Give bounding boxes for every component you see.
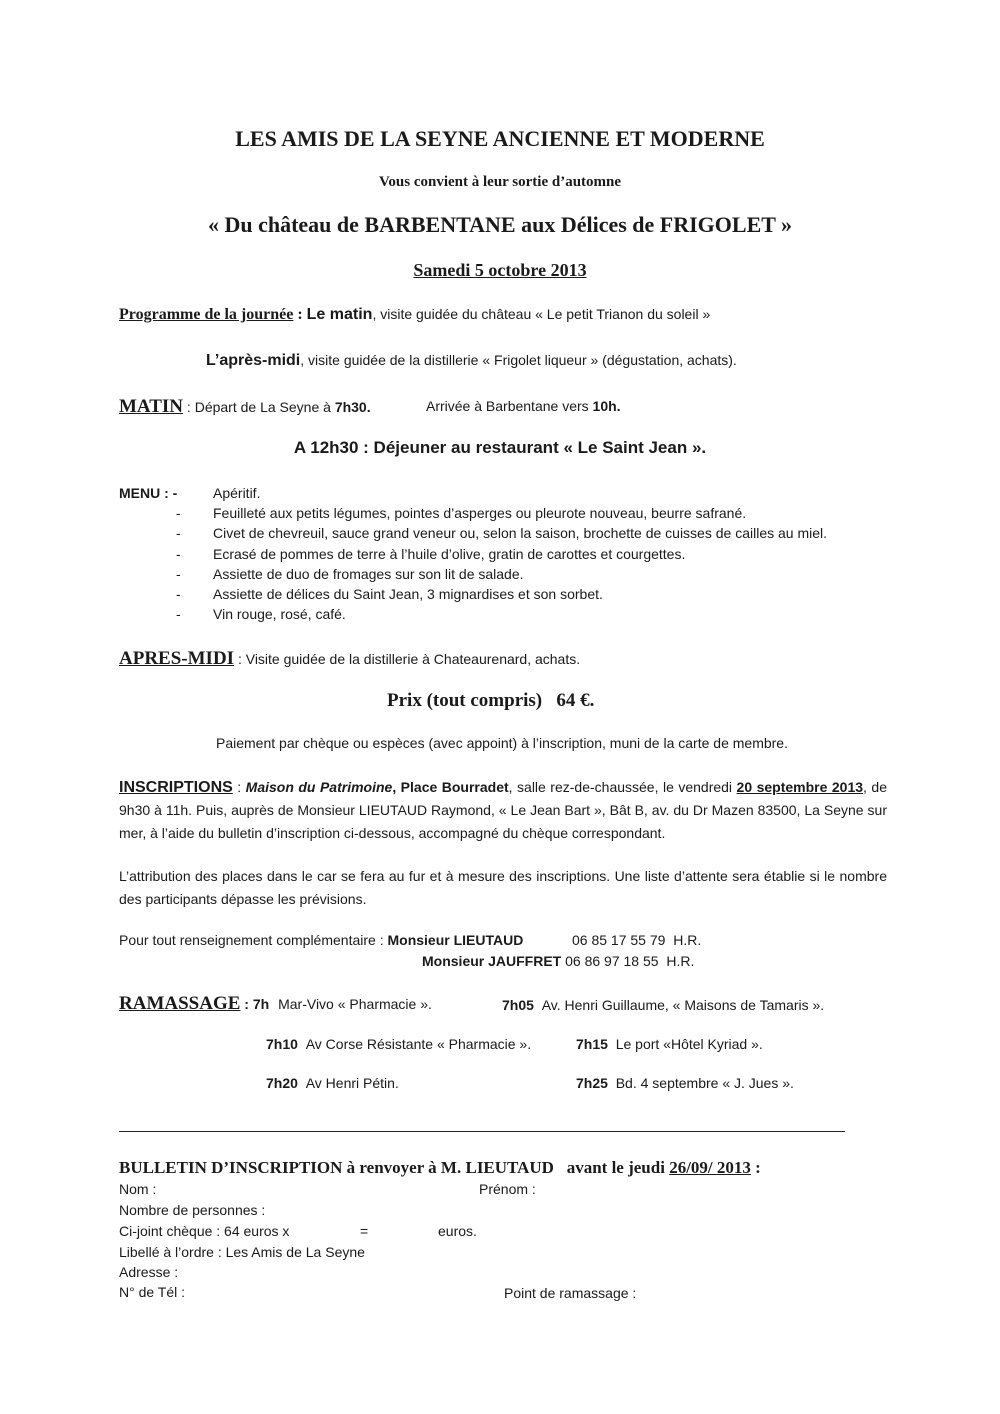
separator-line xyxy=(119,1131,845,1132)
apres-midi-line xyxy=(119,648,580,670)
pickup-stop xyxy=(576,1075,794,1091)
contact-2-name: Monsieur JAUFFRET xyxy=(422,953,562,969)
stop-time: 7h15 xyxy=(576,1036,608,1052)
menu-item: - Feuilleté aux petits légumes, pointes d’asperges ou pleurote nouveau, beurre safrané. xyxy=(176,505,747,521)
ramassage-line-1: RAMASSAGE : 7h Mar-Vivo « Pharmacie ». xyxy=(119,993,432,1014)
event-date: Samedi 5 octobre 2013 xyxy=(413,260,587,280)
afternoon-label: L’après-midi xyxy=(206,352,301,369)
price-line xyxy=(387,690,594,712)
ramassage-label: RAMASSAGE xyxy=(119,993,241,1014)
inscriptions-label: INSCRIPTIONS xyxy=(119,779,233,796)
contact-1-name: Monsieur LIEUTAUD xyxy=(387,932,524,948)
stop-time: 7h20 xyxy=(266,1075,298,1091)
programme-line xyxy=(119,306,710,324)
form-adresse-label: Adresse : xyxy=(119,1264,179,1280)
menu-dash: - xyxy=(176,505,181,521)
menu-item: Apéritif. xyxy=(213,485,261,501)
afternoon-line xyxy=(206,352,737,370)
matin-text: : Départ de La Seyne à xyxy=(183,399,335,415)
stop-time: 7h05 xyxy=(502,997,534,1013)
event-title: « Du château de BARBENTANE aux Délices de FRIGOLET » xyxy=(207,212,793,237)
contact-2-phone: 06 86 97 18 55 xyxy=(565,953,659,969)
price-value: 64 €. xyxy=(556,690,595,711)
menu-dash: - xyxy=(176,586,181,602)
form-tel-label: N° de Tél : xyxy=(119,1284,186,1300)
menu-label: MENU : - xyxy=(119,485,178,501)
menu-dash: - xyxy=(176,606,181,622)
matin-label: MATIN xyxy=(119,396,184,417)
form-nom-label: Nom : xyxy=(119,1181,157,1197)
stop-place: Av Corse Résistante « Pharmacie ». xyxy=(305,1036,532,1052)
menu-item: - Vin rouge, rosé, café. xyxy=(176,606,346,622)
form-prenom-label: Prénom : xyxy=(479,1181,536,1197)
payment-line: Paiement par chèque ou espèces (avec appoint) à l’inscription, muni de la carte de membre. xyxy=(216,735,788,751)
stop-time: 7h10 xyxy=(266,1036,298,1052)
apres-midi-label: APRES-MIDI xyxy=(119,648,235,669)
stop-place: Av Henri Pétin. xyxy=(305,1075,399,1091)
form-nombre-label: Nombre de personnes : xyxy=(119,1202,266,1218)
inscriptions-date: 20 septembre 2013 xyxy=(736,779,864,795)
contact-1-phone: 06 85 17 55 79 xyxy=(572,932,666,948)
stop-time: 7h xyxy=(252,996,270,1012)
inscriptions-paragraph: INSCRIPTIONS : Maison du Patrimoine, Place Bourradet, salle rez-de-chaussée, le vendredi 20 septembre 2013, de 9h30 à 11h. Puis, auprès de Monsieur LIEUTAUD Raymond, « Le Jean Bart », Bât B, av. du Dr Mazen 83500, La Seyne sur mer, à l’aide du bulletin d’inscription ci-dessous, accompagné du chèque correspondant. xyxy=(119,779,887,841)
menu-item: - Civet de chevreuil, sauce grand veneur ou, selon la saison, brochette de cuisses de cailles au miel. xyxy=(176,525,828,541)
contact-line-1 xyxy=(119,932,523,948)
bulletin-title: BULLETIN D’INSCRIPTION à renvoyer à M. LIEUTAUD xyxy=(119,1158,554,1177)
menu-item: - Assiette de duo de fromages sur son lit de salade. xyxy=(176,566,524,582)
menu-item: - Assiette de délices du Saint Jean, 3 mignardises et son sorbet. xyxy=(176,586,603,602)
menu-dash: - xyxy=(176,525,181,541)
stop-time: 7h25 xyxy=(576,1075,608,1091)
menu-item: - Ecrasé de pommes de terre à l’huile d’olive, gratin de carottes et courgettes. xyxy=(176,546,686,562)
afternoon-text: , visite guidée de la distillerie « Frigolet liqueur » (dégustation, achats). xyxy=(300,352,737,368)
stop-place: Mar-Vivo « Pharmacie ». xyxy=(278,996,432,1012)
pickup-stop xyxy=(576,1036,763,1052)
price-label: Prix (tout compris) xyxy=(387,690,543,711)
contact-1-phone-line: 06 85 17 55 79 H.R. xyxy=(572,932,702,948)
matin-line xyxy=(119,396,371,418)
invitation-subtitle: Vous convient à leur sortie d’automne xyxy=(378,174,622,190)
arrival-text: Arrivée à Barbentane vers xyxy=(426,398,593,414)
arrival-line xyxy=(426,398,621,416)
attribution-paragraph: L’attribution des places dans le car se fera au fur et à mesure des inscriptions. Une liste d’attente sera établie si le nombre des participants dépasse les prévisions. xyxy=(119,868,887,907)
stop-place: Av. Henri Guillaume, « Maisons de Tamaris ». xyxy=(541,997,825,1013)
apres-midi-text: : Visite guidée de la distillerie à Chateaurenard, achats. xyxy=(234,651,581,667)
pickup-stop xyxy=(266,1075,399,1091)
departure-time: 7h30. xyxy=(334,399,371,415)
form-equals: = xyxy=(360,1223,369,1239)
programme-sep: : xyxy=(293,306,307,323)
stop-place: Bd. 4 septembre « J. Jues ». xyxy=(615,1075,794,1091)
association-title: LES AMIS DE LA SEYNE ANCIENNE ET MODERNE xyxy=(235,126,765,151)
inscriptions-place: Maison du Patrimoine xyxy=(245,779,393,795)
form-euros: euros. xyxy=(438,1223,477,1239)
morning-text: , visite guidée du château « Le petit Trianon du soleil » xyxy=(372,306,711,322)
menu-dash: - xyxy=(176,546,181,562)
morning-label: Le matin xyxy=(306,306,373,323)
bulletin-deadline: 26/09/ 2013 xyxy=(669,1158,751,1177)
programme-label: Programme de la journée xyxy=(119,306,294,323)
contact-line-2: Monsieur JAUFFRET 06 86 97 18 55 H.R. xyxy=(422,953,695,969)
pickup-stop xyxy=(266,1036,531,1052)
arrival-time: 10h. xyxy=(592,398,621,414)
menu-dash: - xyxy=(176,566,181,582)
stop-place: Le port «Hôtel Kyriad ». xyxy=(615,1036,763,1052)
lunch-line: A 12h30 : Déjeuner au restaurant « Le Saint Jean ». xyxy=(293,438,707,457)
form-cheque-label: Ci-joint chèque : 64 euros x xyxy=(119,1223,290,1239)
contact-intro: Pour tout renseignement complémentaire : xyxy=(119,932,388,948)
pickup-stop xyxy=(502,997,824,1013)
bulletin-title-line: BULLETIN D’INSCRIPTION à renvoyer à M. LIEUTAUD avant le jeudi 26/09/ 2013 : xyxy=(119,1158,761,1177)
form-point-label: Point de ramassage : xyxy=(504,1285,637,1301)
form-libelle: Libellé à l’ordre : Les Amis de La Seyne xyxy=(119,1244,365,1260)
